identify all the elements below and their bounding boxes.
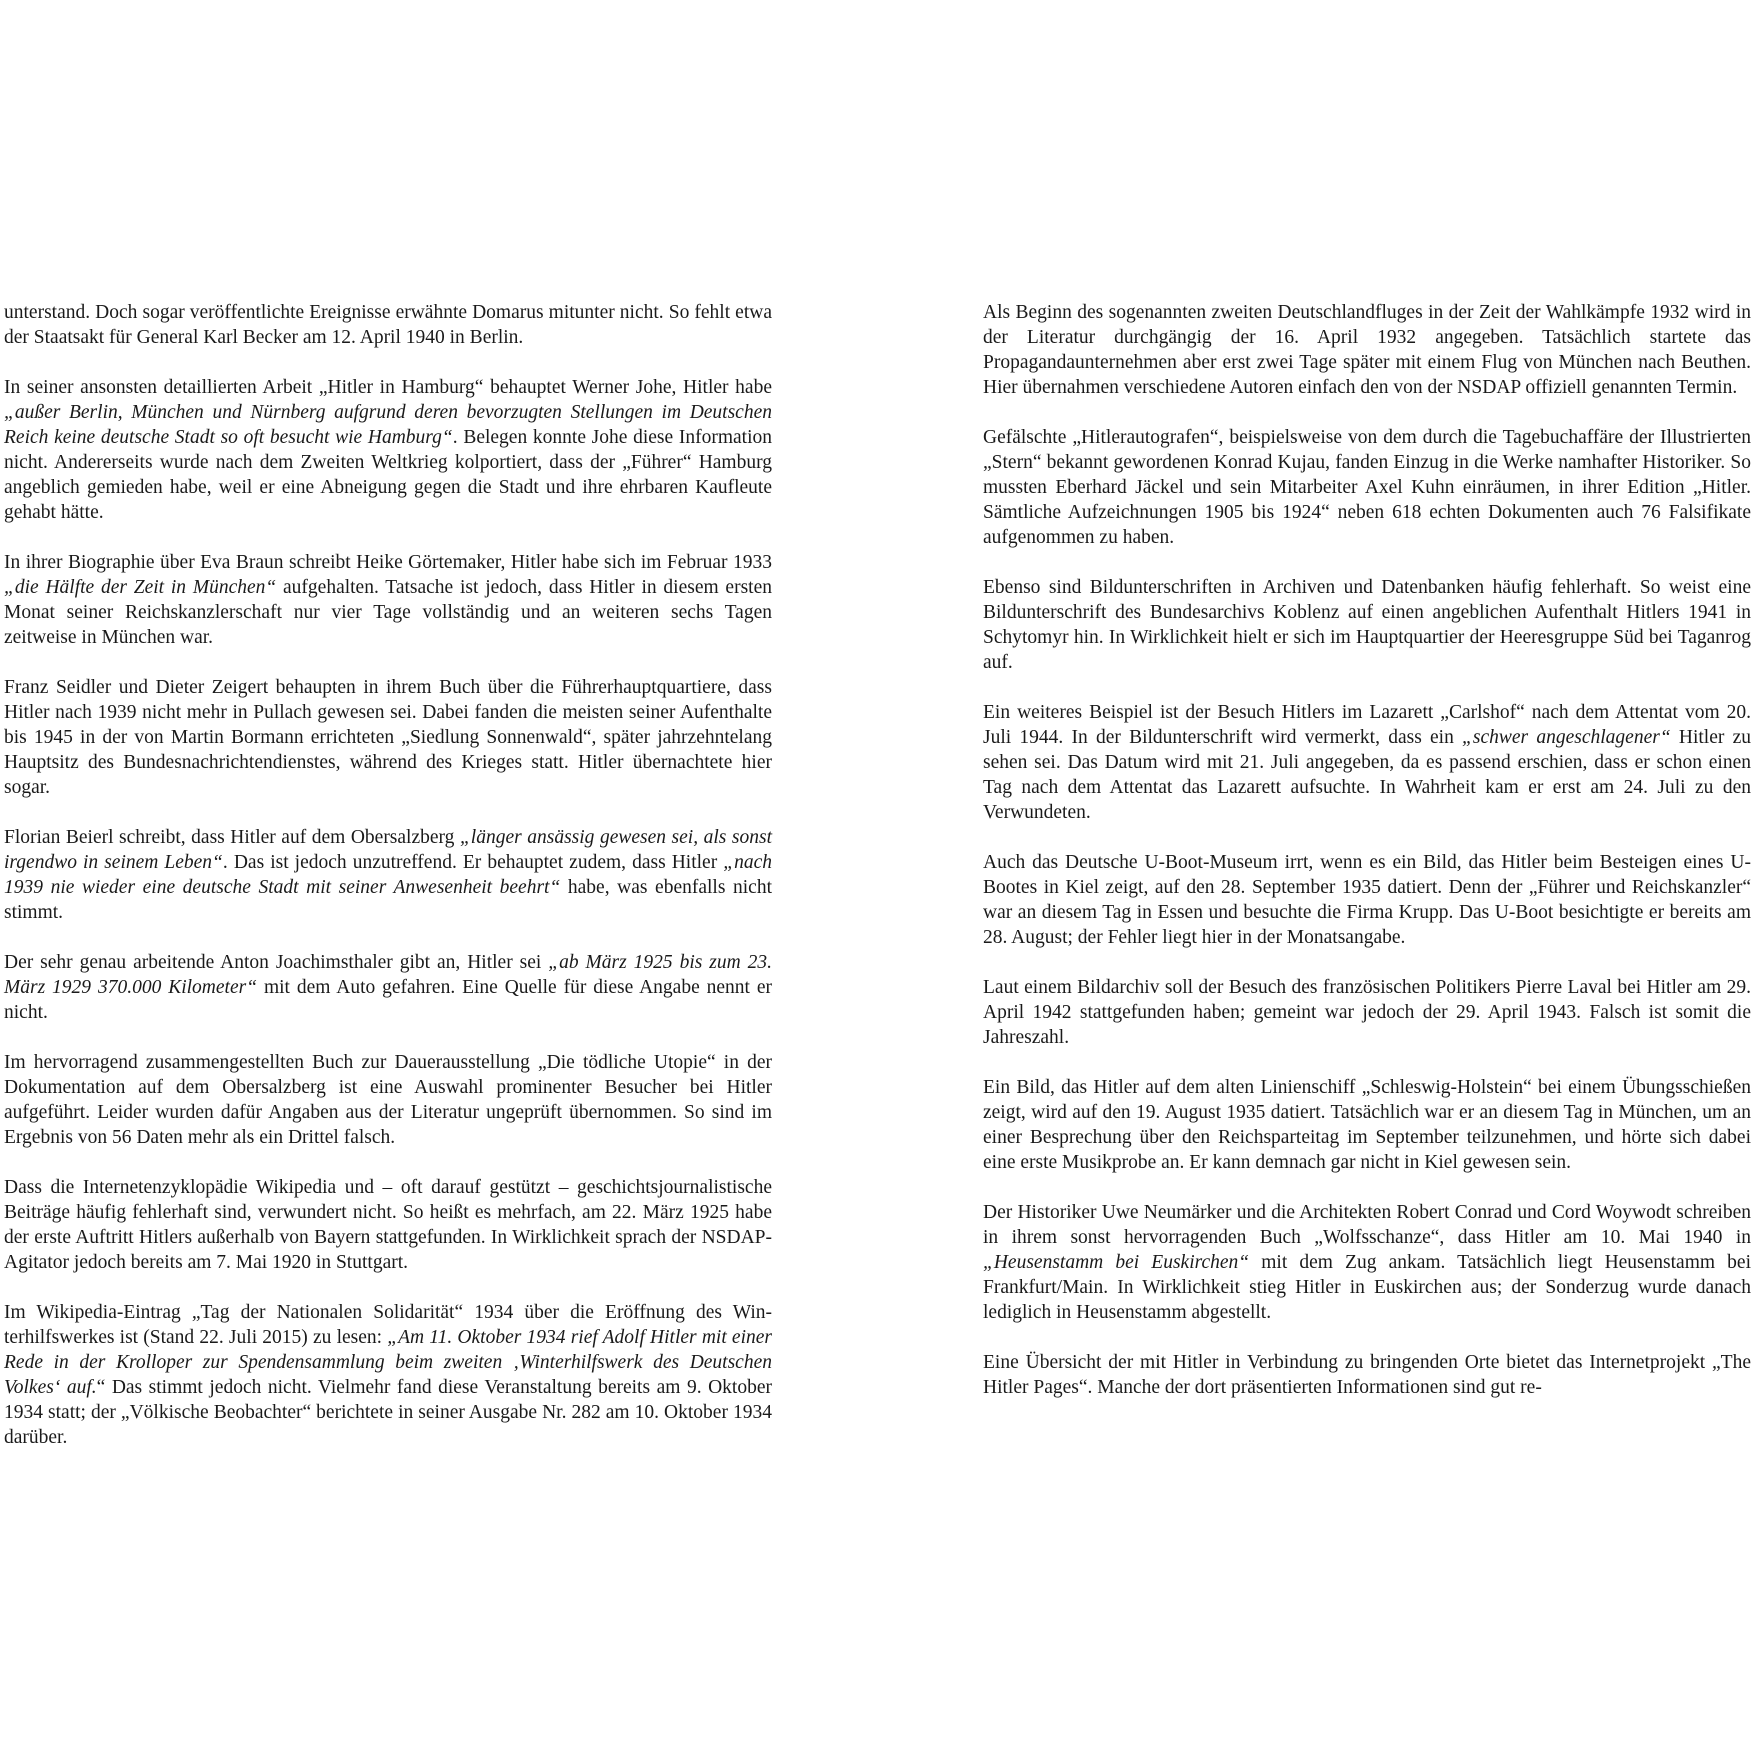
paragraph (983, 700, 1751, 825)
paragraph (4, 550, 772, 650)
body-text: “ Das stimmt jedoch nicht. Vielmehr fand diese Veranstaltung bereits am 9. Oktober 1934 statt; der „Völkische Beobachter“ berichtete in seiner Ausgabe Nr. 282 am 10. Oktober 1934 darüber. (4, 1377, 772, 1448)
paragraph (983, 425, 1751, 550)
quoted-italic-text: „Heusenstamm bei Euskirchen“ (983, 1252, 1250, 1273)
body-text: . Belegen konnte Johe diese Information nicht. Andererseits wurde nach dem Zweiten Weltkrieg kolportiert, dass der „Führer“ Hamburg angeblich gemieden habe, weil er eine Abneigung gegen die Stadt und ihre ehrbaren Kaufleute gehabt hätte. (4, 427, 772, 523)
body-text: Im Wikipedia-Eintrag „Tag der Nationalen Solidarität“ 1934 über die Eröffnung des Winterhilfswerkes ist (Stand 22. Juli 2015) zu lesen: (4, 1302, 772, 1348)
paragraph (983, 575, 1751, 675)
quoted-italic-text: „länger ansässig gewesen sei, als sonst irgendwo in seinem Leben“ (4, 827, 772, 873)
paragraph (4, 300, 772, 350)
body-text: Gefälschte „Hitlerautografen“, beispielsweise von dem durch die Tagebuchaffäre der Illustrierten „Stern“ bekannt gewordenen Konrad Kujau, fanden Einzug in die Werke namhafter Historiker. So mussten Eberhard Jäckel und sein Mitarbeiter Axel Kuhn einräumen, in ihrer Edition „Hitler. Sämtliche Aufzeichnungen 1905 bis 1924“ neben 618 echten Dokumenten auch 76 Falsifikate aufgenommen zu haben. (983, 427, 1751, 548)
body-text: Florian Beierl schreibt, dass Hitler auf dem Obersalzberg (4, 827, 460, 848)
body-text: Als Beginn des sogenannten zweiten Deutschlandfluges in der Zeit der Wahlkämpfe 1932 wird in der Literatur durchgängig der 16. April 1932 angegeben. Tatsächlich startete das Propagandaunternehmen aber erst zwei Tage später mit einem Flug von München nach Beuthen. Hier übernahmen verschiedene Autoren einfach den von der NSDAP offiziell genannten Termin. (983, 302, 1751, 398)
body-text: Hitler zu sehen sei. Das Datum wird mit 21. Juli angegeben, da es passend erschien, dass er schon einen Tag nach dem Attentat das Lazarett aufsuchte. In Wahrheit kam er erst am 24. Juli zu den Verwundeten. (983, 727, 1751, 823)
body-text: Der sehr genau arbeitende Anton Joachimsthaler gibt an, Hitler sei (4, 952, 549, 973)
paragraph (983, 850, 1751, 950)
paragraph (983, 1075, 1751, 1175)
body-text: . Das ist jedoch unzutreffend. Er behauptet zudem, dass Hitler (222, 852, 724, 873)
body-text: Im hervorragend zusammengestellten Buch zur Dauerausstellung „Die tödliche Utopie“ in der Dokumentation auf dem Obersalzberg ist eine Auswahl prominenter Besucher bei Hitler aufgeführt. Leider wurden dafür Angaben aus der Literatur ungeprüft übernommen. So sind im Ergebnis von 56 Daten mehr als ein Drittel falsch. (4, 1052, 772, 1148)
paragraph (4, 675, 772, 800)
quoted-italic-text: „Am 11. Oktober 1934 rief Adolf Hitler mit einer Rede in der Krolloper zur Spendensammlung beim zweiten ‚Winterhilfswerk des Deutschen Volkes‘ auf. (4, 1327, 772, 1398)
body-text: In seiner ansonsten detaillierten Arbeit „Hitler in Hamburg“ behauptet Werner Johe, Hitler habe (4, 377, 772, 398)
right-page (983, 300, 1751, 1400)
body-text: Dass die Internetenzyklopädie Wikipedia und – oft darauf gestützt – geschichtsjournalistische Beiträge häufig fehlerhaft sind, verwundert nicht. So heißt es mehrfach, am 22. März 1925 habe der erste Auftritt Hitlers außerhalb von Bayern stattgefunden. In Wirklichkeit sprach der NSDAP-Agitator jedoch bereits am 7. Mai 1920 in Stuttgart. (4, 1177, 772, 1273)
body-text: Ein weiteres Beispiel ist der Besuch Hitlers im Lazarett „Carlshof“ nach dem Attentat vom 20. Juli 1944. In der Bildunterschrift wird vermerkt, dass ein (983, 702, 1751, 748)
body-text: unterstand. Doch sogar veröffentlichte Ereignisse erwähnte Domarus mitunter nicht. So fehlt etwa der Staatsakt für General Karl Becker am 12. April 1940 in Berlin. (4, 302, 772, 348)
body-text: Franz Seidler und Dieter Zeigert behaupten in ihrem Buch über die Führerhauptquartiere, dass Hitler nach 1939 nicht mehr in Pullach gewesen sei. Dabei fanden die meisten seiner Aufenthalte bis 1945 in der von Martin Bormann errichteten „Siedlung Sonnenwald“, später jahrzehntelang Hauptsitz des Bundesnachrichtendienstes, während des Krieges statt. Hitler übernachtete hier sogar. (4, 677, 772, 798)
quoted-italic-text: „außer Berlin, München und Nürnberg aufgrund deren bevorzugten Stellungen im Deutschen Reich keine deutsche Stadt so oft besucht wie Hamburg“ (4, 402, 772, 448)
body-text: Eine Übersicht der mit Hitler in Verbindung zu bringenden Orte bietet das Internetprojekt „The Hitler Pages“. Manche der dort präsentierten Informationen sind gut re- (983, 1352, 1751, 1398)
paragraph (4, 375, 772, 525)
paragraph (4, 1300, 772, 1450)
body-text: aufgehalten. Tatsache ist jedoch, dass Hitler in diesem ersten Monat seiner Reichskanzlerschaft nur vier Tage vollständig und an weiteren sechs Tagen zeitweise in München war. (4, 577, 772, 648)
quoted-italic-text: „ab März 1925 bis zum 23. März 1929 370.000 Kilometer“ (4, 952, 773, 998)
body-text: Ein Bild, das Hitler auf dem alten Linienschiff „Schleswig-Holstein“ bei einem Übungsschießen zeigt, wird auf den 19. August 1935 datiert. Tatsächlich war er an diesem Tag in München, um an einer Besprechung über den Reichsparteitag im September teilzunehmen, und hörte sich dabei eine erste Musikprobe an. Er kann demnach gar nicht in Kiel gewesen sein. (983, 1077, 1751, 1173)
body-text: Auch das Deutsche U-Boot-Museum irrt, wenn es ein Bild, das Hitler beim Besteigen eines U-Bootes in Kiel zeigt, auf den 28. September 1935 datiert. Denn der „Führer und Reichskanzler“ war an diesem Tag in Essen und besuchte die Firma Krupp. Das U-Boot besichtigte er bereits am 28. August; der Fehler liegt hier in der Monatsangabe. (983, 852, 1751, 948)
paragraph (4, 1175, 772, 1275)
body-text: mit dem Auto gefahren. Eine Quelle für diese Angabe nennt er nicht. (4, 977, 772, 1023)
paragraph (4, 825, 772, 925)
paragraph (983, 1350, 1751, 1400)
quoted-italic-text: „schwer angeschlagener“ (1462, 727, 1671, 748)
body-text: In ihrer Biographie über Eva Braun schreibt Heike Görtemaker, Hitler habe sich im Februar 1933 (4, 552, 772, 573)
body-text: Laut einem Bildarchiv soll der Besuch des französischen Politikers Pierre Laval bei Hitler am 29. April 1942 stattgefunden haben; gemeint war jedoch der 29. April 1943. Falsch ist somit die Jahreszahl. (983, 977, 1751, 1048)
body-text: Ebenso sind Bildunterschriften in Archiven und Datenbanken häufig fehlerhaft. So weist eine Bildunterschrift des Bundesarchivs Koblenz auf einen angeblichen Aufenthalt Hitlers 1941 in Schytomyr hin. In Wirklichkeit hielt er sich im Hauptquartier der Heeresgruppe Süd bei Taganrog auf. (983, 577, 1751, 673)
quoted-italic-text: „nach 1939 nie wieder eine deutsche Stadt mit seiner Anwesenheit beehrt“ (4, 852, 772, 898)
paragraph (983, 975, 1751, 1050)
paragraph (4, 1050, 772, 1150)
paragraph (4, 950, 772, 1025)
quoted-italic-text: „die Hälfte der Zeit in München“ (4, 577, 277, 598)
paragraph (983, 300, 1751, 400)
body-text: Der Historiker Uwe Neumärker und die Architekten Robert Conrad und Cord Woywodt schreiben in ihrem sonst hervorragenden Buch „Wolfsschanze“, dass Hitler am 10. Mai 1940 in (983, 1202, 1751, 1248)
body-text: mit dem Zug ankam. Tatsächlich liegt Heusenstamm bei Frankfurt/Main. In Wirklichkeit stieg Hitler in Euskirchen aus; der Sonderzug wurde danach lediglich in Heusenstamm abgestellt. (983, 1252, 1751, 1323)
left-page (4, 300, 772, 1450)
body-text: habe, was ebenfalls nicht stimmt. (4, 877, 772, 923)
paragraph (983, 1200, 1751, 1325)
